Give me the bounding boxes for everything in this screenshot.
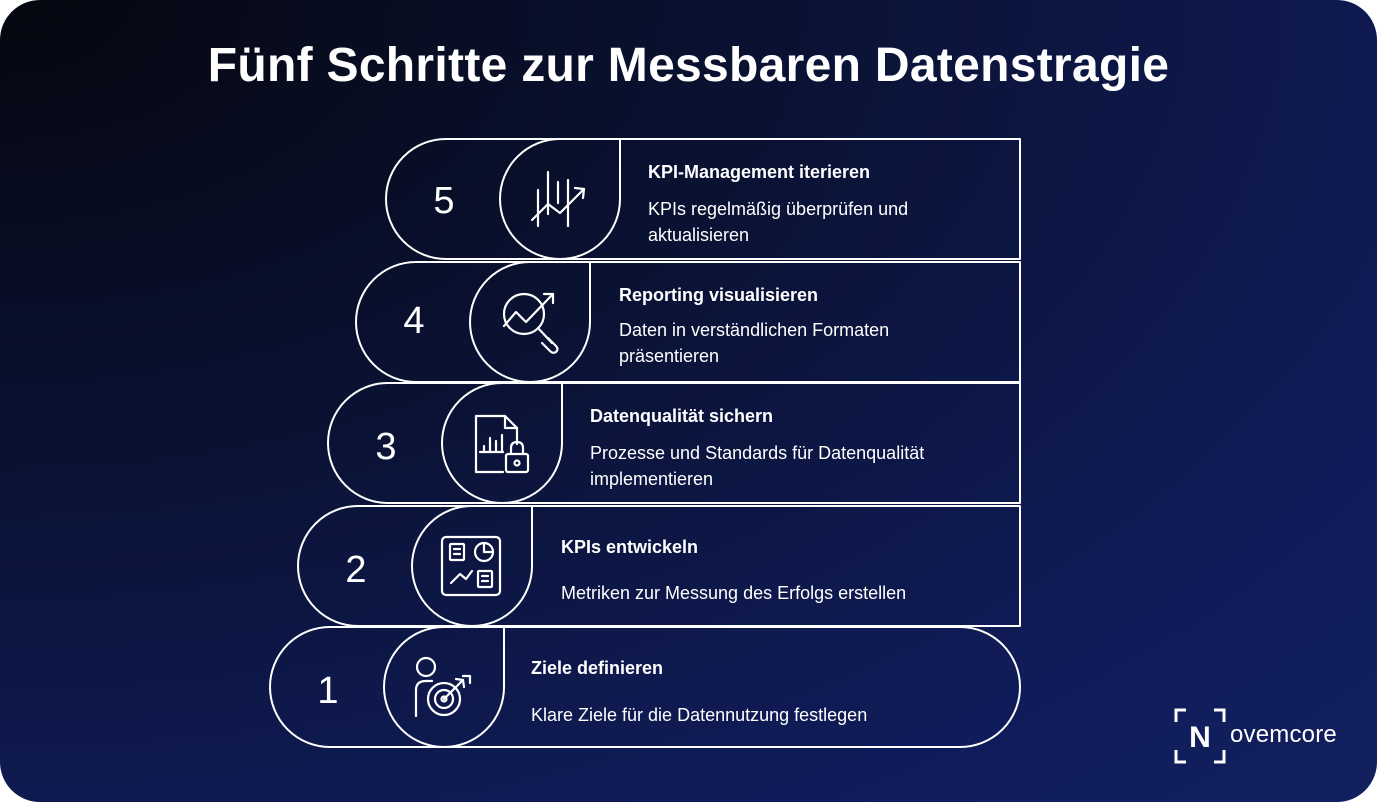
step-3-description: Prozesse und Standards für Datenqualität implementieren [590,443,925,489]
dashboard-icon [442,537,500,595]
step-2-description: Metriken zur Messung des Erfolgs erstellen [561,583,907,603]
step-4-title: Reporting visualisieren [619,285,819,305]
brand-mark [1172,708,1228,764]
step-2-shape [298,506,1020,626]
step-1-shape [270,627,1020,747]
step-3-title: Datenqualität sichern [590,406,774,426]
step-4-description: Daten in verständlichen Formaten präsentieren [619,320,890,366]
brand-letter: N [1189,721,1211,754]
step-2-title: KPIs entwickeln [561,537,699,557]
document-lock-icon [476,416,528,472]
brand-logo [1172,708,1342,764]
step-1-number: 1 [317,670,339,712]
trend-chart-icon [532,172,584,226]
person-target-icon [416,658,470,716]
step-4-number: 4 [403,300,425,342]
brand-name: ovemcore [1230,721,1337,748]
step-5-title: KPI-Management iterieren [648,162,871,182]
step-1-description: Klare Ziele für die Datennutzung festlegen [531,705,868,725]
chart-magnifier-icon [504,294,558,353]
step-1-title: Ziele definieren [531,658,664,678]
step-5-number: 5 [433,180,455,222]
step-3-number: 3 [375,426,397,468]
step-5-description: KPIs regelmäßig überprüfen und aktualisieren [648,199,909,245]
step-2-number: 2 [345,549,367,591]
page-title: Fünf Schritte zur Messbaren Datenstragie [207,39,1170,92]
